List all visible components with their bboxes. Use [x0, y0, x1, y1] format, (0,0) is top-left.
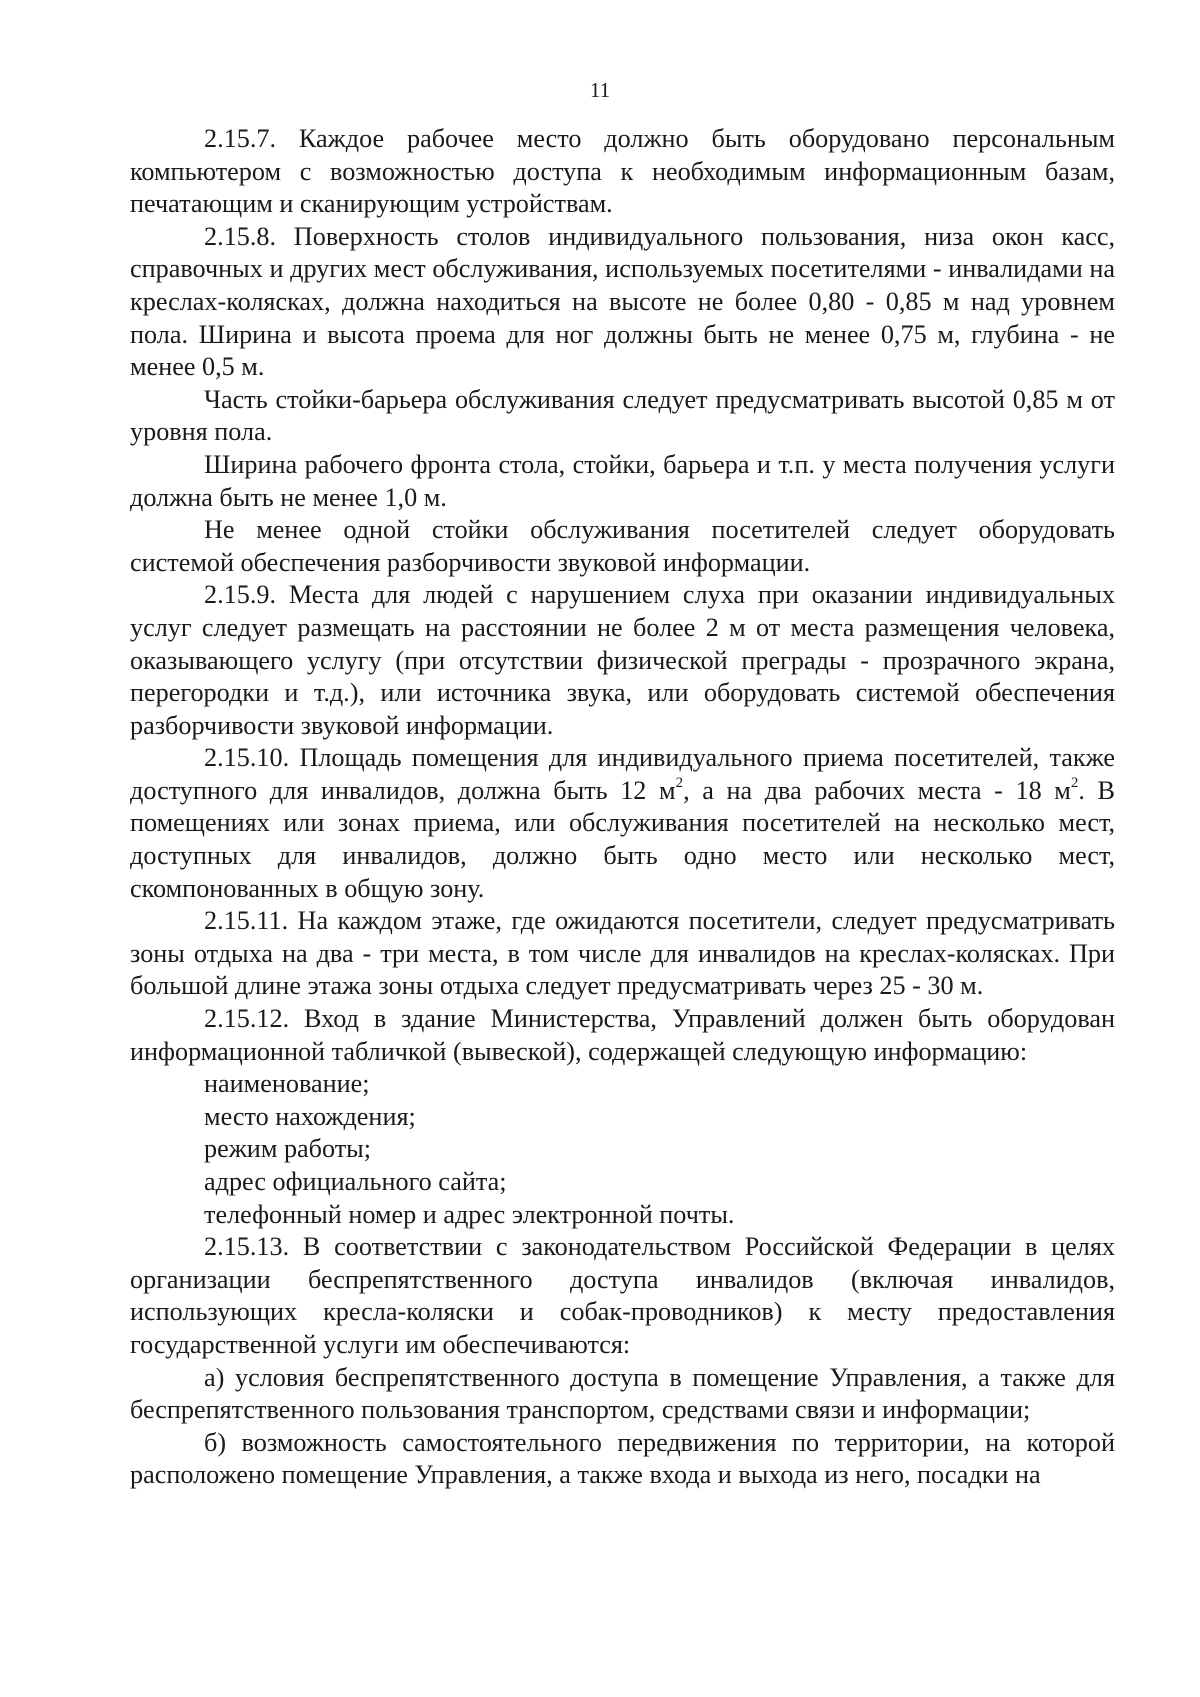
- paragraph-2-15-8: 2.15.8. Поверхность столов индивидуального пользования, низа окон касс, справочных и других мест обслуживания, используемых посетителями - инвалидами на креслах-колясках, должна находиться на высоте не более 0,80 - 0,85 м над уровнем пола. Ширина и высота проема для ног должны быть не менее 0,75 м, глубина - не менее 0,5 м.: [130, 221, 1115, 382]
- list-item: место нахождения;: [204, 1101, 416, 1131]
- paragraph-2-15-10-part3: . В помещениях или зонах приема, или обслуживания посетителей на несколько мест, доступных для инвалидов, должно быть одно место или несколько мест, скомпонованных в общую зону.: [130, 775, 1115, 903]
- paragraph-2-15-11: 2.15.11. На каждом этаже, где ожидаются посетители, следует предусматривать зоны отдыха на два - три места, в том числе для инвалидов на креслах-колясках. При большой длине этажа зоны отдыха следует предусматривать через 25 - 30 м.: [130, 906, 1115, 1001]
- paragraph-2-15-10: [130, 742, 1115, 905]
- paragraph-item-a: а) условия беспрепятственного доступа в помещение Управления, а также для беспрепятственного пользования транспортом, средствами связи и информации;: [130, 1362, 1115, 1425]
- paragraph-2-15-12: 2.15.12. Вход в здание Министерства, Управлений должен быть оборудован информационной табличкой (вывеской), содержащей следующую информацию:: [130, 1004, 1115, 1066]
- list-item: наименование;: [204, 1069, 370, 1099]
- superscript-squared: 2: [675, 775, 684, 792]
- paragraph-item-b: б) возможность самостоятельного передвижения по территории, на которой расположено помещение Управления, а также входа и выхода из него, посадки на: [130, 1427, 1115, 1490]
- paragraph-front-width: Ширина рабочего фронта стола, стойки, барьера и т.п. у места получения услуги должна быть не менее 1,0 м.: [130, 449, 1115, 512]
- paragraph-2-15-9: 2.15.9. Места для людей с нарушением слуха при оказании индивидуальных услуг следует размещать на расстоянии не более 2 м от места размещения человека, оказывающего услугу (при отсутствии физической преграды - прозрачного экрана, перегородки и т.д.), или источника звука, или оборудовать системой обеспечения разборчивости звуковой информации.: [130, 580, 1115, 740]
- page-number: 11: [589, 78, 611, 102]
- superscript-squared: 2: [1070, 775, 1079, 792]
- paragraph-barrier-height: Часть стойки-барьера обслуживания следует предусматривать высотой 0,85 м от уровня пола.: [130, 384, 1115, 447]
- paragraph-2-15-10-part1: 2.15.10. Площадь помещения для индивидуального приема посетителей, также доступного для инвалидов, должна быть 12 м: [130, 743, 1115, 805]
- list-item: режим работы;: [204, 1134, 372, 1164]
- document-body: [130, 123, 1115, 1492]
- list-item: телефонный номер и адрес электронной почты.: [204, 1199, 735, 1229]
- paragraph-sound-system: Не менее одной стойки обслуживания посетителей следует оборудовать системой обеспечения разборчивости звуковой информации.: [130, 515, 1115, 577]
- paragraph-2-15-7: 2.15.7. Каждое рабочее место должно быть оборудовано персональным компьютером с возможностью доступа к необходимым информационным базам, печатающим и сканирующим устройствам.: [130, 124, 1115, 219]
- paragraph-2-15-13: 2.15.13. В соответствии с законодательством Российской Федерации в целях организации беспрепятственного доступа инвалидов (включая инвалидов, использующих кресла-коляски и собак-проводников) к месту предоставления государственной услуги им обеспечиваются:: [130, 1232, 1115, 1359]
- paragraph-2-15-10-part2: , а на два рабочих места - 18 м: [683, 775, 1071, 805]
- list-item: адрес официального сайта;: [204, 1167, 507, 1196]
